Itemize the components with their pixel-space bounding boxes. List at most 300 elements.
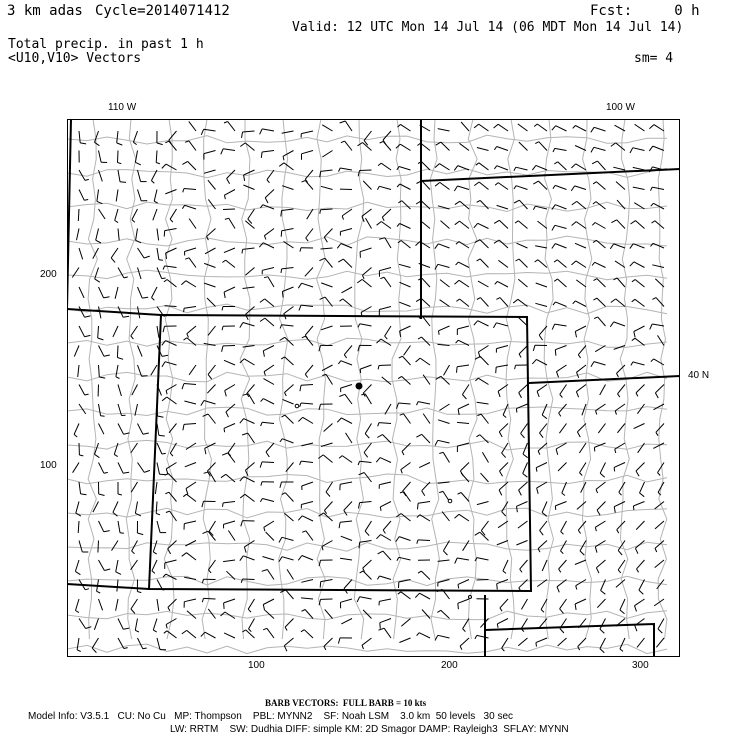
wind-barb [475,240,489,248]
wind-barb [298,417,313,423]
wind-barb [440,280,450,287]
wind-barb [620,599,625,614]
wind-barb [263,346,274,357]
wind-barb [477,148,489,151]
wind-barb [79,541,88,553]
wind-barb [493,323,508,328]
wind-barb [118,268,128,278]
wind-barb [305,326,313,339]
wind-barb [298,516,313,521]
wind-barb [572,261,587,268]
wind-barb [635,124,645,131]
wind-barb [79,287,84,298]
wind-barb [79,385,89,396]
wind-barb [559,560,567,572]
wind-barb [240,494,254,501]
wind-barb [157,268,166,279]
wind-barb [163,266,176,270]
wind-barb [577,424,586,438]
wind-barb [135,619,139,633]
wind-barb [632,280,645,288]
wind-barb [477,200,489,209]
wind-barb [401,463,411,474]
wind-barb [552,225,567,230]
model-info-line1: Model Info: V3.5.1 CU: No Cu MP: Thompson PBL: MYNN2 SF: Noah LSM 3.0 km 50 levels 30 sec [28,711,514,722]
wind-barb [536,463,547,472]
wind-barb [502,638,508,651]
wind-barb [554,162,566,170]
wind-barb [99,463,108,474]
wind-barb [658,335,665,345]
wind-barb [379,599,391,605]
wind-barb [189,219,196,229]
wind-barb [151,365,157,375]
wind-barb [227,170,235,184]
wind-barb [611,299,625,307]
wind-barb [362,638,372,649]
wind-barb [458,599,469,609]
county-line [240,119,250,639]
wind-barb [118,482,122,495]
wind-barb [520,560,528,572]
wind-barb [378,551,391,560]
wind-barb [418,571,430,579]
wind-barb [474,223,489,228]
wind-barb [155,482,157,494]
wind-barb [399,356,411,365]
wind-barb [325,609,333,618]
wind-barb [282,131,294,133]
wind-barb [322,151,332,158]
wind-barb [575,243,586,248]
wind-barb [613,167,625,170]
wind-barb [537,385,547,398]
wind-barb [261,482,274,486]
wind-barb [284,307,294,320]
wind-barb [494,147,508,151]
wind-barb [633,167,645,170]
wind-barb [619,482,625,495]
county-line [354,119,363,639]
wind-barb-map [67,119,680,657]
wind-barb [594,298,606,306]
wind-barb [99,151,108,163]
wind-barb [382,377,391,385]
wind-barb [561,541,567,554]
wind-barb [515,365,528,369]
wind-barb [99,482,105,496]
wind-barb [281,229,293,237]
wind-barb [79,482,87,495]
wind-barb [260,129,274,134]
wind-barb [614,463,625,472]
wind-barb [518,521,528,528]
wind-barb [594,279,606,287]
wind-barb [650,324,664,329]
wind-barb [157,326,159,338]
wind-barb [576,280,586,287]
wind-barb [630,148,645,153]
wind-barb [458,404,469,415]
wind-barb [378,423,391,427]
wind-barb [403,482,411,496]
wind-barb [380,502,391,511]
wind-barb [635,599,645,611]
wind-barb [321,326,332,330]
wind-barb [118,463,129,474]
wind-barb [94,619,98,630]
wind-barb [185,141,196,151]
county-line [67,542,667,551]
wind-barb [185,248,197,256]
wind-barb [421,221,430,229]
wind-barb [73,463,79,473]
wind-barb [416,298,430,306]
wind-barb [138,170,147,182]
wind-barb [397,184,410,190]
wind-barb [156,151,160,164]
wind-barb [114,443,118,457]
wind-barb [279,557,294,562]
wind-barb [207,298,216,307]
wind-barb [419,463,430,468]
wind-barb [183,424,196,431]
wind-barb [415,593,430,599]
wind-barb [418,502,431,510]
wind-barb [592,223,605,229]
wind-barb [444,365,450,375]
wind-barb [79,190,88,201]
wind-barb [576,385,586,398]
wind-barb [165,473,177,482]
wind-barb [385,326,391,339]
wind-barb [301,580,313,583]
wind-barb [299,305,313,311]
wind-barb [260,299,274,307]
wind-barb [249,619,255,632]
wind-barb [305,365,313,378]
wind-barb [481,473,489,482]
wind-barb [360,571,372,580]
wind-barb [189,365,196,375]
wind-barb [519,142,528,150]
wind-barb [455,221,469,228]
wind-barb [282,186,293,190]
wind-barb [617,424,625,433]
wind-barb [552,244,567,249]
wind-barb [474,321,489,326]
wind-barb [164,631,177,638]
wind-barb [242,248,255,253]
wind-barb [581,482,586,493]
wind-barb [417,402,431,406]
wind-barb [204,263,215,267]
wind-barb [516,404,527,413]
wind-barb [398,241,411,249]
wind-barb [245,268,254,276]
arizona-newmexico-border [67,584,149,589]
wind-barb [364,443,371,457]
wind-barb [324,229,332,243]
wind-barb [640,482,645,497]
wind-barb [321,186,333,189]
wind-barb [559,424,566,434]
wind-barb [341,141,352,150]
wind-barb [397,224,411,229]
wind-barb [78,521,79,533]
wind-barb [362,268,371,279]
wind-barb [517,243,528,248]
wind-barb [248,599,254,612]
wind-barb [182,205,196,209]
wind-barb [245,463,254,476]
wind-barb [170,209,176,222]
wind-barb [281,268,294,273]
wind-barb [636,463,645,477]
wind-barb [497,619,508,628]
wind-barb [438,420,449,424]
wind-barb [575,560,586,565]
wind-barb [280,482,294,488]
wind-barb [460,638,469,650]
wind-barb [306,229,313,242]
wind-barb [555,346,566,356]
wind-barb [224,122,235,132]
wind-barb [118,424,129,435]
wind-barb [301,502,313,509]
wind-barb [557,365,567,377]
wind-barb [463,619,469,632]
wind-barb [184,338,197,346]
map-frame [68,120,680,657]
wind-barb [577,365,587,378]
wind-barb [577,502,586,510]
wind-barb [655,560,664,568]
wind-barb [298,556,313,561]
wind-barb [302,531,313,541]
wind-barb [523,463,528,478]
wind-barb [74,346,79,357]
wind-barb [340,229,352,236]
wind-barb [417,633,430,638]
lon-label-110w: 110 W [108,102,137,113]
wind-barb [131,599,138,614]
wind-barb [461,122,469,131]
wind-barb [536,283,547,287]
wind-barb [324,638,333,650]
wind-barb [404,346,411,356]
wind-barb [118,521,124,533]
wind-barb [555,502,566,510]
wind-barb [594,317,605,326]
wind-barb [401,619,410,627]
town-marker [295,404,299,408]
wind-barb [72,268,79,278]
wind-barb [377,186,391,189]
wind-barb [377,576,391,580]
wind-barb [477,580,489,581]
wind-barb [458,580,469,589]
wind-barb [633,187,645,189]
wind-barb [320,209,333,214]
wind-barb [379,238,391,248]
wind-barb [475,532,489,540]
wind-barb [208,365,215,379]
wind-barb [285,385,294,397]
wind-barb [182,553,196,560]
y-tick-label: 100 [40,460,57,471]
wind-barb [138,287,149,298]
wind-barb [477,502,489,505]
wind-barb [228,531,235,541]
wind-barb [592,161,605,170]
wind-barb [514,186,528,190]
wind-barb [319,345,333,351]
wind-barb [342,209,352,220]
wind-barb [224,599,235,609]
wind-barb [475,378,488,384]
wind-barb [224,248,235,253]
wind-barb [224,190,235,200]
wind-barb [494,124,508,131]
wind-barb [614,278,626,287]
wind-barb [652,221,665,229]
wind-barb [439,326,450,335]
wind-barb [475,356,489,365]
wind-barb [477,298,489,307]
wind-barb [340,482,352,490]
wind-barb [222,307,235,311]
wind-barb [164,280,177,288]
wind-barb [76,599,80,613]
wind-barb [598,424,605,434]
wind-barb [169,424,177,433]
wind-barb [378,365,391,369]
y-tick-label: 200 [40,269,57,280]
wind-barb [168,599,177,611]
wind-barb [131,443,138,453]
wind-barb [580,463,587,476]
wind-barb [398,592,411,599]
wind-barb [77,229,80,241]
wind-barb [559,404,567,416]
wind-barb [435,635,450,640]
wind-barb [135,151,140,165]
wind-barb [435,164,450,170]
wind-barb [204,151,216,160]
wind-barb [539,326,547,340]
wind-barb [79,131,86,144]
wind-barb [136,229,141,243]
wind-barb [137,521,143,535]
wind-barb [474,182,488,190]
town-marker [448,499,452,503]
wind-barb [503,404,508,418]
wind-barb [359,541,372,549]
wind-barb [131,482,137,492]
wind-barb [399,264,411,267]
wind-barb [457,422,469,423]
wind-barb [116,599,118,611]
wind-barb [523,443,528,458]
wind-barb [364,131,371,145]
wind-barb [116,560,121,574]
wind-barb [340,558,352,560]
wind-barb [241,521,255,527]
wind-barb [418,337,430,346]
wind-barb [226,571,235,579]
lat-label-40n: 40 N [688,370,710,381]
wind-barb [398,124,411,131]
wind-barb [417,540,430,544]
county-line [67,508,667,518]
wind-barb [637,560,645,572]
wind-barb [223,209,235,210]
smoothing-label: sm= 4 [634,51,674,66]
wind-barb [455,514,470,521]
wind-barb [157,248,163,260]
wind-barb [595,346,605,352]
wind-barb [224,360,235,365]
wind-barb [517,502,528,513]
wind-barb [181,281,196,287]
wind-barb [99,521,110,532]
wind-barb [153,209,157,220]
wind-barb [438,129,450,131]
model-info-line2: LW: RRTM SW: Dudhia DIFF: simple KM: 2D Smagor DAMP: Rayleigh3 SFLAY: MYNN [170,724,569,735]
wind-barb [338,259,352,267]
wind-barb [152,287,158,300]
wind-barb [321,283,332,287]
wind-barb [638,443,645,453]
wind-barb [242,630,254,638]
wind-barb [573,301,586,307]
wind-barb [498,260,508,267]
wind-barb [116,190,118,202]
wind-barb [478,281,489,287]
wind-barb [658,619,664,634]
wind-barb [379,628,392,638]
wind-barb [649,146,664,151]
wind-barb [535,260,547,268]
barb-note: BARB VECTORS: FULL BARB = 10 kts [265,698,427,708]
wind-barb [79,619,91,629]
wind-barb [224,633,235,638]
wind-barb [435,440,450,445]
wind-barb [552,324,566,330]
wind-barb [516,259,528,268]
wind-barb [651,359,664,365]
wind-barb [222,326,235,330]
wind-barb [157,443,166,454]
wind-barb [593,182,605,190]
wind-barb [339,521,352,528]
wind-barb [518,638,527,646]
wind-barb [418,162,430,170]
wind-barb [157,521,166,533]
wind-barb [400,282,411,287]
wind-barb [79,248,83,259]
wind-barb [557,580,567,593]
wind-barb [319,599,332,605]
wind-barb [560,619,567,634]
wind-barb [263,599,274,610]
wind-barb [248,209,255,224]
county-line [67,644,667,654]
wind-barb [552,126,567,131]
wind-barb [496,346,508,353]
wind-barb [280,590,293,599]
